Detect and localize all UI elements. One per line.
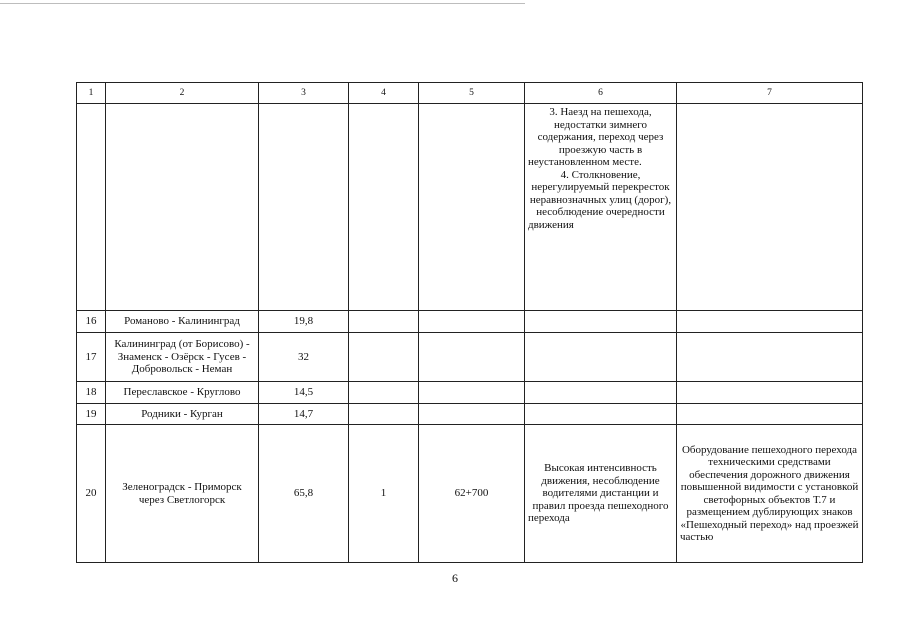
table-row [77,333,863,382]
column-header: 7 [677,83,863,104]
cell-col4: 1 [349,425,419,563]
row-number: 19 [77,404,106,425]
row-number: 20 [77,425,106,563]
cause-item: 3. Наезд на пешехода, недостатки зимнего содержания, переход через проезжую часть в неустановленном месте. [528,106,664,168]
cell-col6 [525,311,677,333]
route-name: Родники - Курган [106,404,259,425]
route-length: 19,8 [259,311,349,333]
column-header: 5 [419,83,525,104]
route-length: 32 [259,333,349,382]
measures-cell: Оборудование пешеходного перехода техническими средствами обеспечения дорожного движения повышенной видимости с установкой светофорных объектов Т.7 и размещением дублирующих знаков «Пешеходный переход» над проезжей частью [677,425,863,563]
route-name: Переславское - Круглово [106,382,259,404]
cause-item: 4. Столкновение, нерегулируемый перекресток неравнозначных улиц (дорог), несоблюдение очередности движения [528,168,672,231]
column-header: 3 [259,83,349,104]
column-header: 4 [349,83,419,104]
empty-cell [419,104,525,311]
row-number: 16 [77,311,106,333]
table-row [77,425,863,563]
empty-cell [77,104,106,311]
empty-cell [106,104,259,311]
cell-col4 [349,382,419,404]
road-sections-table [76,82,863,563]
table-row [77,311,863,333]
accident-causes-cell [525,104,677,311]
cell-col4 [349,311,419,333]
cell-col4 [349,333,419,382]
column-header: 6 [525,83,677,104]
row-number: 18 [77,382,106,404]
cell-col5 [419,333,525,382]
cell-col5 [419,382,525,404]
route-length: 14,5 [259,382,349,404]
cell-col4 [349,404,419,425]
accident-cause-cell: Высокая интенсивность движения, несоблюдение водителями дистанции и правил проезда пешеходного перехода [525,425,677,563]
table-row [77,382,863,404]
row-number: 17 [77,333,106,382]
continuation-row [77,104,863,311]
empty-cell [349,104,419,311]
scan-artifact-line [0,3,525,4]
column-header: 1 [77,83,106,104]
route-name: Романово - Калининград [106,311,259,333]
empty-cell [677,104,863,311]
cell-col6 [525,382,677,404]
cell-col7 [677,382,863,404]
cell-col6 [525,404,677,425]
cell-col5 [419,404,525,425]
column-header: 2 [106,83,259,104]
cell-col7 [677,311,863,333]
route-name: Калининград (от Борисово) - Знаменск - Озёрск - Гусев - Добровольск - Неман [106,333,259,382]
cell-col5: 62+700 [419,425,525,563]
empty-cell [259,104,349,311]
route-length: 65,8 [259,425,349,563]
cell-col5 [419,311,525,333]
table-row [77,404,863,425]
cell-col7 [677,333,863,382]
page-number: 6 [452,571,458,585]
route-name: Зеленоградск - Приморск через Светлогорск [106,425,259,563]
column-number-header-row [77,83,863,104]
cell-col7 [677,404,863,425]
cell-col6 [525,333,677,382]
route-length: 14,7 [259,404,349,425]
